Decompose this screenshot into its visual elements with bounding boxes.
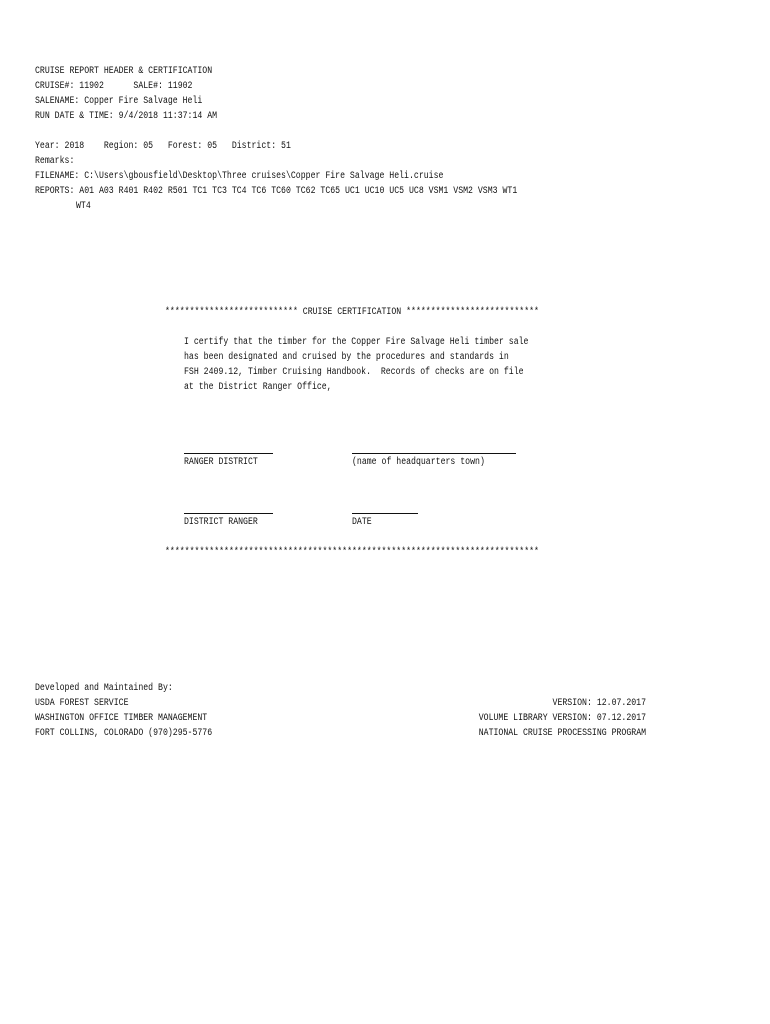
year-region-forest-district: Year: 2018 Region: 05 Forest: 05 District: 51 bbox=[35, 141, 291, 152]
date-label: DATE bbox=[352, 517, 372, 528]
certification-text-line: FSH 2409.12, Timber Cruising Handbook. Records of checks are on file bbox=[184, 367, 524, 378]
cruise-sale-numbers: CRUISE#: 11902 SALE#: 11902 bbox=[35, 81, 193, 92]
ranger-district-label: RANGER DISTRICT bbox=[184, 457, 258, 468]
district-ranger-label: DISTRICT RANGER bbox=[184, 517, 258, 528]
certification-text-line: I certify that the timber for the Copper Fire Salvage Heli timber sale bbox=[184, 337, 529, 348]
remarks: Remarks: bbox=[35, 156, 75, 167]
sale-name: SALENAME: Copper Fire Salvage Heli bbox=[35, 96, 203, 107]
certification-text-line: has been designated and cruised by the procedures and standards in bbox=[184, 352, 509, 363]
program-name: NATIONAL CRUISE PROCESSING PROGRAM bbox=[478, 728, 646, 739]
ranger-district-signature-line bbox=[184, 453, 273, 454]
certification-banner: *************************** CRUISE CERTIFICATION *************************** bbox=[165, 307, 539, 318]
hq-town-signature-line bbox=[352, 453, 516, 454]
volume-library-version: VOLUME LIBRARY VERSION: 07.12.2017 bbox=[478, 713, 646, 724]
district-ranger-signature-line bbox=[184, 513, 273, 514]
reports-list-continued: WT4 bbox=[76, 201, 91, 212]
org-fort-collins: FORT COLLINS, COLORADO (970)295-5776 bbox=[35, 728, 213, 739]
org-usda: USDA FOREST SERVICE bbox=[35, 698, 129, 709]
certification-closing-stars: **************************************************************************** bbox=[165, 547, 539, 558]
report-title: CRUISE REPORT HEADER & CERTIFICATION bbox=[35, 66, 213, 77]
date-signature-line bbox=[352, 513, 418, 514]
filename: FILENAME: C:\Users\gbousfield\Desktop\Three cruises\Copper Fire Salvage Heli.cruise bbox=[35, 171, 444, 182]
program-version: VERSION: 12.07.2017 bbox=[552, 698, 646, 709]
certification-text-line: at the District Ranger Office, bbox=[184, 382, 332, 393]
reports-list: REPORTS: A01 A03 R401 R402 R501 TC1 TC3 TC4 TC6 TC60 TC62 TC65 UC1 UC10 UC5 UC8 VSM1 VSM2 VSM3 WT1 bbox=[35, 186, 518, 197]
developed-by: Developed and Maintained By: bbox=[35, 683, 173, 694]
run-date-time: RUN DATE & TIME: 9/4/2018 11:37:14 AM bbox=[35, 111, 218, 122]
org-washington-office: WASHINGTON OFFICE TIMBER MANAGEMENT bbox=[35, 713, 208, 724]
hq-town-label: (name of headquarters town) bbox=[352, 457, 485, 468]
